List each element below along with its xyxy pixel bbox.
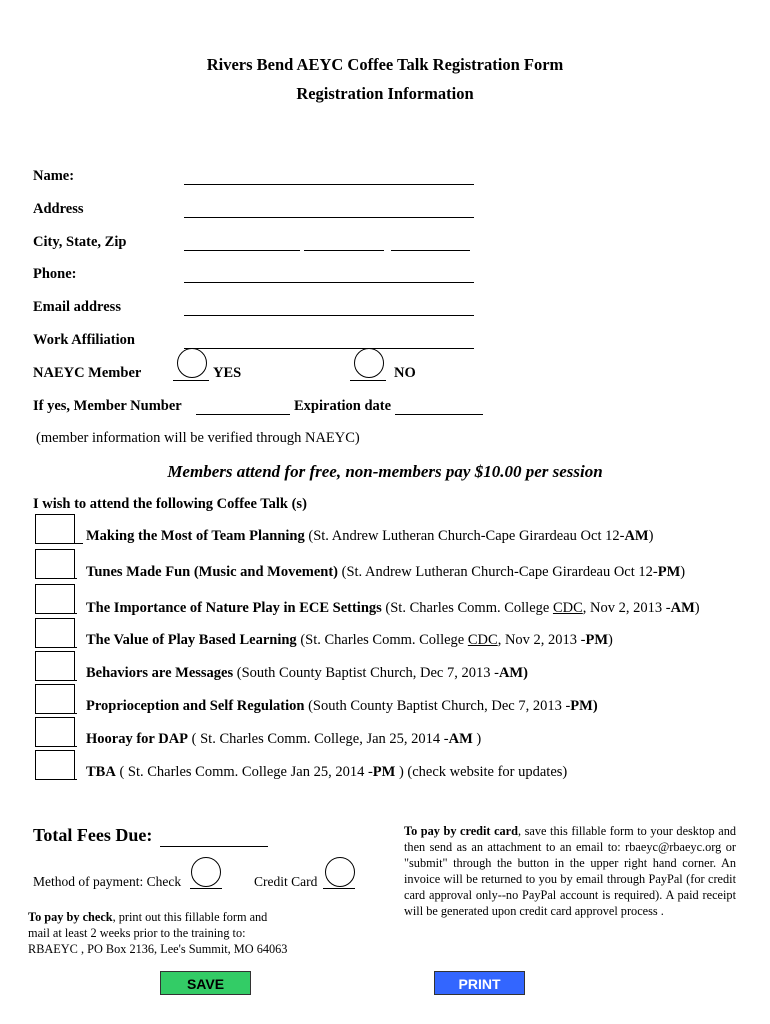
session-underline [35,779,77,780]
work-affiliation-label: Work Affiliation [33,332,135,348]
yes-underline [173,380,209,381]
session-checkbox[interactable] [35,618,75,648]
session-checkbox[interactable] [35,514,75,544]
mailing-address: RBAEYC , PO Box 2136, Lee's Summit, MO 64063 [28,942,288,956]
session-checkbox[interactable] [35,717,75,747]
session-checkbox[interactable] [35,651,75,681]
session-item: The Value of Play Based Learning (St. Charles Comm. College CDC, Nov 2, 2013 -PM) [86,632,613,648]
name-input[interactable] [184,160,474,185]
session-item: Tunes Made Fun (Music and Movement) (St. Andrew Lutheran Church-Cape Girardeau Oct 12-PM) [86,564,686,580]
session-checkbox[interactable] [35,750,75,780]
session-underline [35,543,83,544]
no-underline [350,380,386,381]
session-underline [35,578,77,579]
session-item: Hooray for DAP ( St. Charles Comm. College, Jan 25, 2014 -AM ) [86,731,482,747]
session-checkbox[interactable] [35,549,75,579]
yes-radio[interactable] [177,348,207,378]
state-input[interactable] [304,226,384,251]
payment-method-label: Method of payment: Check [33,874,182,889]
no-label: NO [394,365,416,381]
session-underline [35,613,77,614]
email-input[interactable] [184,291,474,316]
total-fees-label: Total Fees Due: [33,825,153,845]
session-item: Behaviors are Messages (South County Baptist Church, Dec 7, 2013 -AM) [86,665,528,681]
credit-card-underline [323,888,355,889]
save-button[interactable]: SAVE [160,971,251,995]
credit-card-label: Credit Card [254,874,318,889]
form-title: Rivers Bend AEYC Coffee Talk Registration Form [206,55,564,74]
city-state-zip-label: City, State, Zip [33,234,127,250]
email-label: Email address [33,299,121,315]
session-item: The Importance of Nature Play in ECE Settings (St. Charles Comm. College CDC, Nov 2, 2013 -AM) [86,600,700,616]
fee-banner: Members attend for free, non-members pay $10.00 per session [167,462,603,481]
address-input[interactable] [184,193,474,218]
session-checkbox[interactable] [35,684,75,714]
no-radio[interactable] [354,348,384,378]
credit-card-radio[interactable] [325,857,355,887]
expiration-label: Expiration date [294,398,392,414]
yes-label: YES [213,365,242,381]
address-label: Address [33,201,84,217]
member-number-label: If yes, Member Number [33,398,182,414]
member-number-input[interactable] [196,390,290,415]
check-instructions: To pay by check, print out this fillable form and mail at least 2 weeks prior to the training to: [28,910,268,940]
expiration-input[interactable] [395,390,483,415]
session-item: Making the Most of Team Planning (St. Andrew Lutheran Church-Cape Girardeau Oct 12-AM) [86,528,654,544]
naeyc-member-label: NAEYC Member [33,365,142,381]
phone-label: Phone: [33,266,77,282]
form-subtitle: Registration Information [296,84,474,103]
session-item: TBA ( St. Charles Comm. College Jan 25, 2014 -PM ) (check website for updates) [86,764,568,780]
session-underline [35,647,77,648]
phone-input[interactable] [184,258,474,283]
zip-input[interactable] [391,226,470,251]
sessions-heading: I wish to attend the following Coffee Talk (s) [33,496,307,512]
city-input[interactable] [184,226,300,251]
work-affiliation-input[interactable] [184,324,474,349]
credit-card-instructions: To pay by credit card, save this fillable form to your desktop and then send as an attachment to an email to: rbaeyc@rbaeyc.org or "submit" through the button in the upper right hand corner. An invoice will be returned to you by email through PayPal (for credit card approval only--no PayPal account is required). A paid receipt will be generated upon credit card approvel process . [404,824,736,918]
member-note: (member information will be verified through NAEYC) [36,430,360,446]
session-item: Proprioception and Self Regulation (South County Baptist Church, Dec 7, 2013 -PM) [86,698,598,714]
session-underline [35,680,77,681]
session-checkbox[interactable] [35,584,75,614]
session-underline [35,746,77,747]
session-underline [35,713,77,714]
name-label: Name: [33,168,75,184]
check-radio[interactable] [191,857,221,887]
total-fees-input[interactable] [160,822,268,847]
check-underline [190,888,222,889]
print-button[interactable]: PRINT [434,971,525,995]
